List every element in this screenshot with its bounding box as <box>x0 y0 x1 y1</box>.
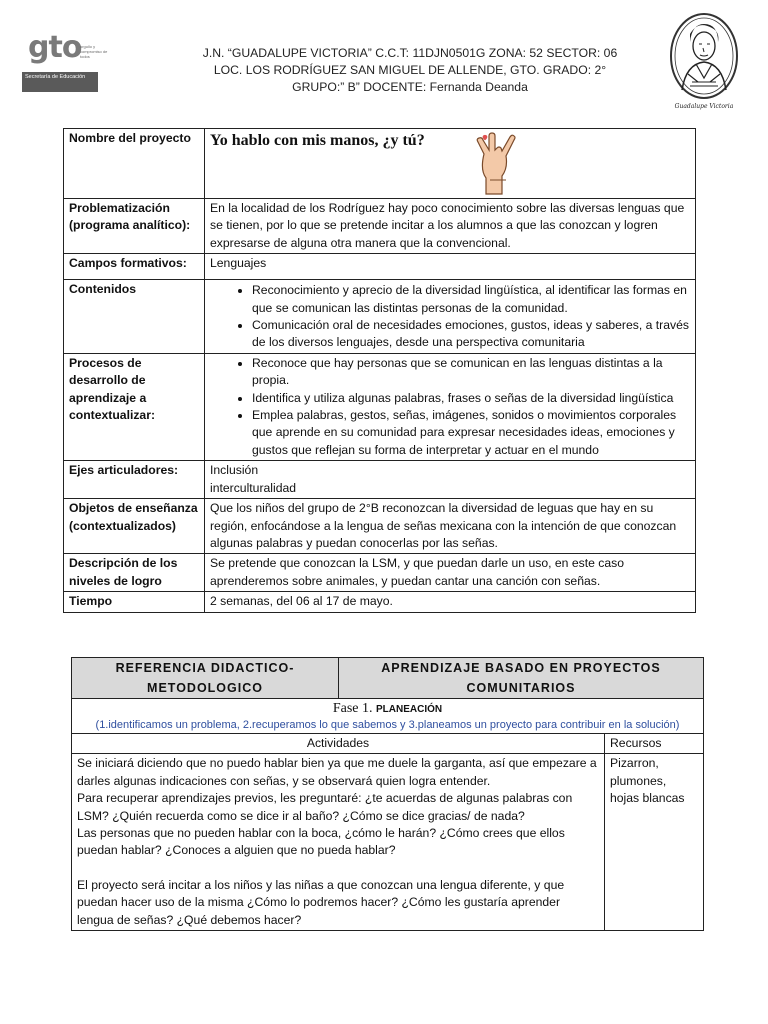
portrait-caption: Guadalupe Victoria <box>674 103 734 110</box>
label-time: Tiempo <box>64 592 205 612</box>
table-row <box>72 754 704 931</box>
activity-paragraph: El proyecto será incitar a los niños y las niñas a que conozcan una lengua diferente, y que puedan hacer uso de la misma ¿Cómo lo podremos hacer? ¿Cómo les gustaría aprender lengua de señas? ¿Qué debemos hacer? <box>77 877 565 927</box>
header-line-3: GRUPO:” B” DOCENTE: Fernanda Deanda <box>292 80 528 94</box>
table-row <box>64 353 696 460</box>
project-table <box>63 128 696 613</box>
list-item: • Comunicación oral de necesidades emociones, gustos, ideas y saberes, a través de los diversos lenguajes, desde una perspectiva comunitaria <box>252 317 690 352</box>
label-formative-fields: Campos formativos: <box>64 254 205 280</box>
table-row <box>64 461 696 499</box>
gto-logo <box>22 30 108 94</box>
list-item: • Emplea palabras, gestos, señas, imágenes, sonidos o movimientos corporales que aprende en su comunidad para expresar necesidades ideas, emociones y gustos que reflejan su forma de interpretar y actuar en el mundo <box>252 407 690 459</box>
guadalupe-victoria-portrait-icon <box>668 12 740 112</box>
activity-paragraph: Se iniciará diciendo que no puedo hablar bien ya que me duele la garganta, así que empezare a darles algunas indicaciones con señas, y se observará quien logra entender. <box>77 756 597 788</box>
table-row <box>64 199 696 254</box>
resources-cell: Pizarron, plumones, hojas blancas <box>605 754 704 931</box>
planning-table <box>71 657 704 931</box>
activity-paragraph: Para recuperar aprendizajes previos, les preguntaré: ¿te acuerdas de algunas palabras con LSM? ¿Quién recuerda como se dice ir al baño? ¿Cómo se dice gracias/ de nada? <box>77 791 573 823</box>
label-problematization: Problematización (programa analítico): <box>64 199 205 254</box>
activities-cell <box>72 754 605 931</box>
header-didactic-reference: REFERENCIA DIDACTICO-METODOLOGICO <box>72 658 339 699</box>
logo-text: gto <box>28 30 82 65</box>
activity-paragraph: Las personas que no pueden hablar con la boca, ¿cómo le harán? ¿Cómo crees que ellos puedan hablar? ¿Conoces a alguien que no pueda hablar? <box>77 826 565 858</box>
table-row <box>64 254 696 280</box>
logo-department: Secretaría de Educación <box>22 72 98 92</box>
phase-description: (1.identificamos un problema, 2.recuperamos lo que sabemos y 3.planeamos un proyecto para contribuir en la solución) <box>95 719 680 731</box>
header-line-1: J.N. “GUADALUPE VICTORIA” C.C.T: 11DJN0501G ZONA: 52 SECTOR: 06 <box>202 46 618 60</box>
table-row <box>72 699 704 734</box>
logo-tagline: orgullo y compromiso de todos <box>80 44 108 59</box>
column-resources: Recursos <box>605 734 704 754</box>
project-title: Yo hablo con mis manos, ¿y tú? <box>210 132 425 149</box>
contents-list <box>210 282 690 352</box>
activity-spacer <box>77 860 599 877</box>
label-project-name: Nombre del proyecto <box>64 129 205 199</box>
label-contents: Contenidos <box>64 280 205 354</box>
list-item: • Reconocimiento y aprecio de la diversidad lingüística, al identificar las formas en que se comunican las distintas personas de la comunidad. <box>252 282 690 317</box>
label-achievement-levels: Descripción de los niveles de logro <box>64 554 205 592</box>
label-articulating-axes: Ejes articuladores: <box>64 461 205 499</box>
phase-title <box>77 701 698 718</box>
column-activities: Actividades <box>72 734 605 754</box>
phase-name: PLANEACIÓN <box>376 704 443 715</box>
value-axis-2: interculturalidad <box>210 480 297 495</box>
value-axis-1: Inclusión <box>210 463 259 478</box>
table-row <box>72 734 704 754</box>
value-achievement-levels: Se pretende que conozcan la LSM, y que puedan darle un uso, en este caso aprenderemos sobre animales, y puedan cantar una canción con señas. <box>205 554 696 592</box>
table-row <box>72 658 704 699</box>
header-line-2: LOC. LOS RODRÍGUEZ SAN MIGUEL DE ALLENDE, GTO. GRADO: 2° <box>213 63 607 77</box>
table-row <box>64 280 696 354</box>
label-teaching-objects: Objetos de enseñanza (contextualizados) <box>64 499 205 554</box>
list-item: • Identifica y utiliza algunas palabras, frases o señas de la diversidad lingüística <box>252 390 690 407</box>
table-row <box>64 129 696 199</box>
header-methodology: APRENDIZAJE BASADO EN PROYECTOS COMUNITARIOS <box>339 658 704 699</box>
value-time: 2 semanas, del 06 al 17 de mayo. <box>205 592 696 612</box>
phase-number: Fase 1. <box>332 701 373 716</box>
value-problematization: En la localidad de los Rodríguez hay poco conocimiento sobre las diversas lenguas que se tienen, por lo que se pretende incitar a los alumnos a que las conozcan y logren expresarse de alguna otra manera que la convencional. <box>205 199 696 254</box>
label-learning-processes: Procesos de desarrollo de aprendizaje a contextualizar: <box>64 353 205 460</box>
value-formative-fields: Lenguajes <box>205 254 696 280</box>
table-row <box>64 499 696 554</box>
school-header <box>170 45 650 96</box>
value-teaching-objects: Que los niños del grupo de 2°B reconozcan la diversidad de leguas que hay en su región, enfocándose a la lengua de señas mexicana con la intención de que conozcan algunas palabras y puedan conocerlas por las señas. <box>205 499 696 554</box>
list-item: • Reconoce que hay personas que se comunican en las lenguas distintas a la propia. <box>252 355 690 390</box>
table-row <box>64 554 696 592</box>
processes-list <box>210 355 690 459</box>
table-row <box>64 592 696 612</box>
